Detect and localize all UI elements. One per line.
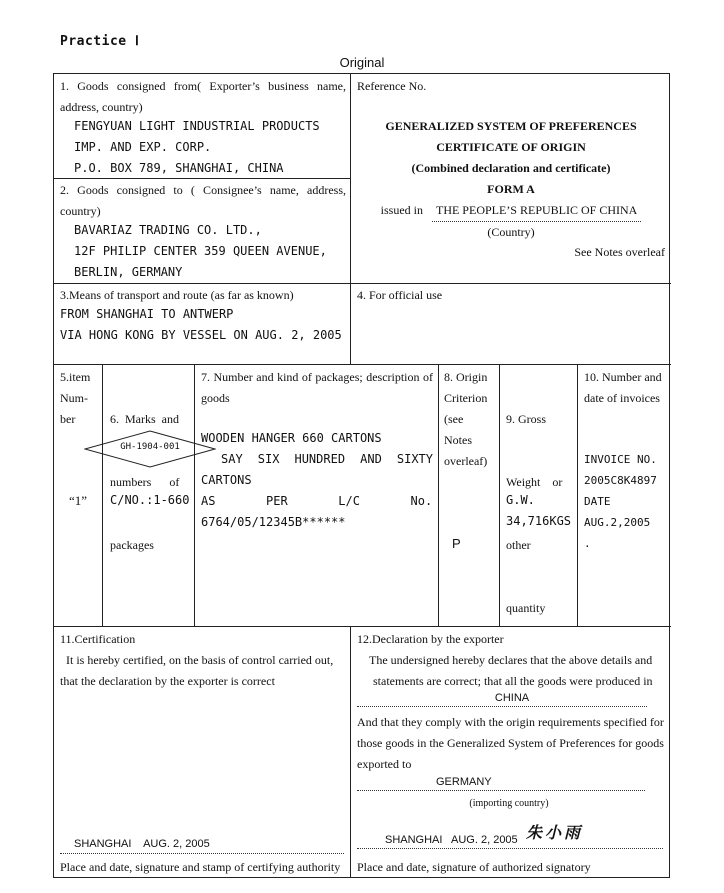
declaration-text: those goods in the Generalized System of Preferences for goods [357, 736, 664, 750]
shipping-mark-code: GH-1904-001 [120, 442, 180, 452]
consignee-line: BAVARIAZ TRADING CO. LTD., [74, 223, 262, 237]
importing-country: GERMANY [436, 776, 492, 788]
box-transport-route-label: 3.Means of transport and route (as far as known) [60, 288, 294, 302]
box-item-number-label [60, 367, 100, 430]
weight-label-line: Weight or [506, 475, 563, 489]
issued-in-country: THE PEOPLE’S REPUBLIC OF CHINA [432, 200, 641, 222]
issued-in-row [351, 200, 671, 222]
goods-line: WOODEN HANGER 660 CARTONS [201, 431, 382, 445]
declaration-signature-line [357, 848, 663, 849]
importing-country-line [357, 790, 645, 791]
declaration-text: exported to [357, 757, 412, 771]
exporter-line: IMP. AND EXP. CORP. [74, 140, 212, 154]
weight-label-line: quantity [506, 601, 546, 615]
certificate-subtitle: CERTIFICATE OF ORIGIN [436, 140, 586, 154]
goods-line: 6764/05/12345B****** [201, 515, 346, 529]
invoice-label-line: date of invoices [584, 391, 660, 405]
goods-line: SAY SIX HUNDRED AND SIXTY [221, 452, 433, 466]
transport-route [60, 304, 348, 346]
description-label: 7. Number and kind of packages; description of [201, 370, 433, 384]
origin-criterion: P [452, 536, 461, 551]
exporter-details [74, 116, 346, 179]
item-label-line: 5.item [60, 370, 91, 384]
certification-label: 11.Certification [60, 632, 136, 646]
box-packages-description-label [201, 367, 433, 409]
consignee-line: 12F PHILIP CENTER 359 QUEEN AVENUE, [74, 244, 327, 258]
box-marks-label [110, 367, 190, 598]
exporter-line: P.O. BOX 789, SHANGHAI, CHINA [74, 161, 284, 175]
country-label: (Country) [487, 225, 535, 239]
box2-label-line2: country) [60, 204, 101, 218]
produced-in-line [357, 706, 647, 707]
invoice-line: AUG.2,2005 [584, 516, 651, 529]
gross-weight [506, 490, 571, 532]
item-label-line: Num- [60, 391, 88, 405]
original-label: Original [339, 55, 385, 70]
divider [350, 626, 351, 878]
weight-label-line: 9. Gross [506, 412, 547, 426]
reference-no-label: Reference No. [357, 79, 427, 93]
divider [194, 364, 195, 626]
marks-label-line: numbers of [110, 475, 180, 489]
box-exporter-declaration [357, 629, 667, 692]
box-goods-consigned-from [60, 76, 346, 118]
marks-label-line: 6. Marks and [110, 412, 179, 426]
divider [54, 283, 671, 284]
certification-place-date: SHANGHAI AUG. 2, 2005 [74, 838, 210, 850]
exporter-line: FENGYUAN LIGHT INDUSTRIAL PRODUCTS [74, 119, 320, 133]
description-label-line2: goods [201, 391, 230, 405]
transport-line: FROM SHANGHAI TO ANTWERP [60, 307, 234, 321]
box2-label: 2. Goods consigned to ( Consignee’s name, address, [60, 183, 346, 197]
box-invoice-label [584, 367, 668, 409]
origin-label-line: Notes [444, 433, 472, 447]
goods-description [201, 428, 433, 533]
declaration-footer: Place and date, signature of authorized signatory [357, 860, 591, 874]
box1-label-line2: address, country) [60, 100, 143, 114]
marks-label-line: packages [110, 538, 154, 552]
certification-text: It is hereby certified, on the basis of control carried out, [66, 653, 334, 667]
form-name: FORM A [487, 182, 535, 196]
invoice-details [584, 449, 657, 554]
divider [54, 364, 671, 365]
box-origin-criterion-label [444, 367, 498, 472]
divider [102, 364, 103, 626]
declaration-place-date: SHANGHAI AUG. 2, 2005 [385, 834, 518, 846]
invoice-line: INVOICE NO. [584, 453, 657, 466]
declaration-label: 12.Declaration by the exporter [357, 632, 504, 646]
combined-declaration: (Combined declaration and certificate) [411, 161, 611, 175]
certification-footer: Place and date, signature and stamp of certifying authority [60, 860, 341, 874]
goods-line: AS PER L/C No. [201, 494, 433, 508]
invoice-line: 2005C8K4897 [584, 474, 657, 487]
origin-label-line: 8. Origin [444, 370, 488, 384]
practice-heading: Practice Ⅰ [60, 34, 140, 49]
importing-country-label: (importing country) [469, 798, 549, 809]
weight-line: G.W. [506, 493, 535, 507]
item-number: “1” [68, 493, 88, 508]
declaration-text: And that they comply with the origin requirements specified for [357, 715, 664, 729]
certification-text: that the declaration by the exporter is correct [60, 674, 275, 688]
declaration-text: The undersigned hereby declares that the above details and [369, 653, 653, 667]
weight-line: 34,716KGS [506, 514, 572, 528]
produced-in-country: CHINA [494, 692, 530, 704]
box-goods-consigned-to [60, 180, 346, 222]
declaration-requirements [357, 712, 669, 775]
invoice-label-line: 10. Number and [584, 370, 662, 384]
shipping-mark [84, 430, 216, 473]
issued-in-label: issued in [380, 203, 423, 217]
divider [499, 364, 500, 626]
origin-label-line: (see [444, 412, 464, 426]
certificate-title: GENERALIZED SYSTEM OF PREFERENCES [385, 119, 637, 133]
divider [54, 626, 671, 627]
weight-label-line: other [506, 538, 531, 552]
origin-label-line: overleaf) [444, 454, 488, 468]
see-notes-overleaf: See Notes overleaf [574, 245, 665, 259]
declaration-text: statements are correct; that all the goods were produced in [373, 674, 653, 688]
divider [438, 364, 439, 626]
box-official-use-label: 4. For official use [357, 288, 443, 302]
transport-line: VIA HONG KONG BY VESSEL ON AUG. 2, 2005 [60, 328, 342, 342]
goods-line: CARTONS [201, 473, 252, 487]
carton-numbers: C/NO.:1-660 [110, 493, 190, 507]
divider [577, 364, 578, 626]
item-label-line: ber [60, 412, 76, 426]
certificate-title-block [351, 116, 671, 243]
consignee-details [74, 220, 346, 283]
origin-label-line: Criterion [444, 391, 488, 405]
certificate-form [53, 73, 670, 878]
invoice-line: DATE [584, 495, 611, 508]
certification-signature-line [60, 853, 344, 854]
exporter-signature: 朱小雨 [526, 825, 584, 842]
consignee-line: BERLIN, GERMANY [74, 265, 183, 279]
box-certification [60, 629, 346, 692]
box1-label: 1. Goods consigned from( Exporter’s business name, [60, 79, 346, 93]
invoice-dot: . [584, 537, 591, 550]
